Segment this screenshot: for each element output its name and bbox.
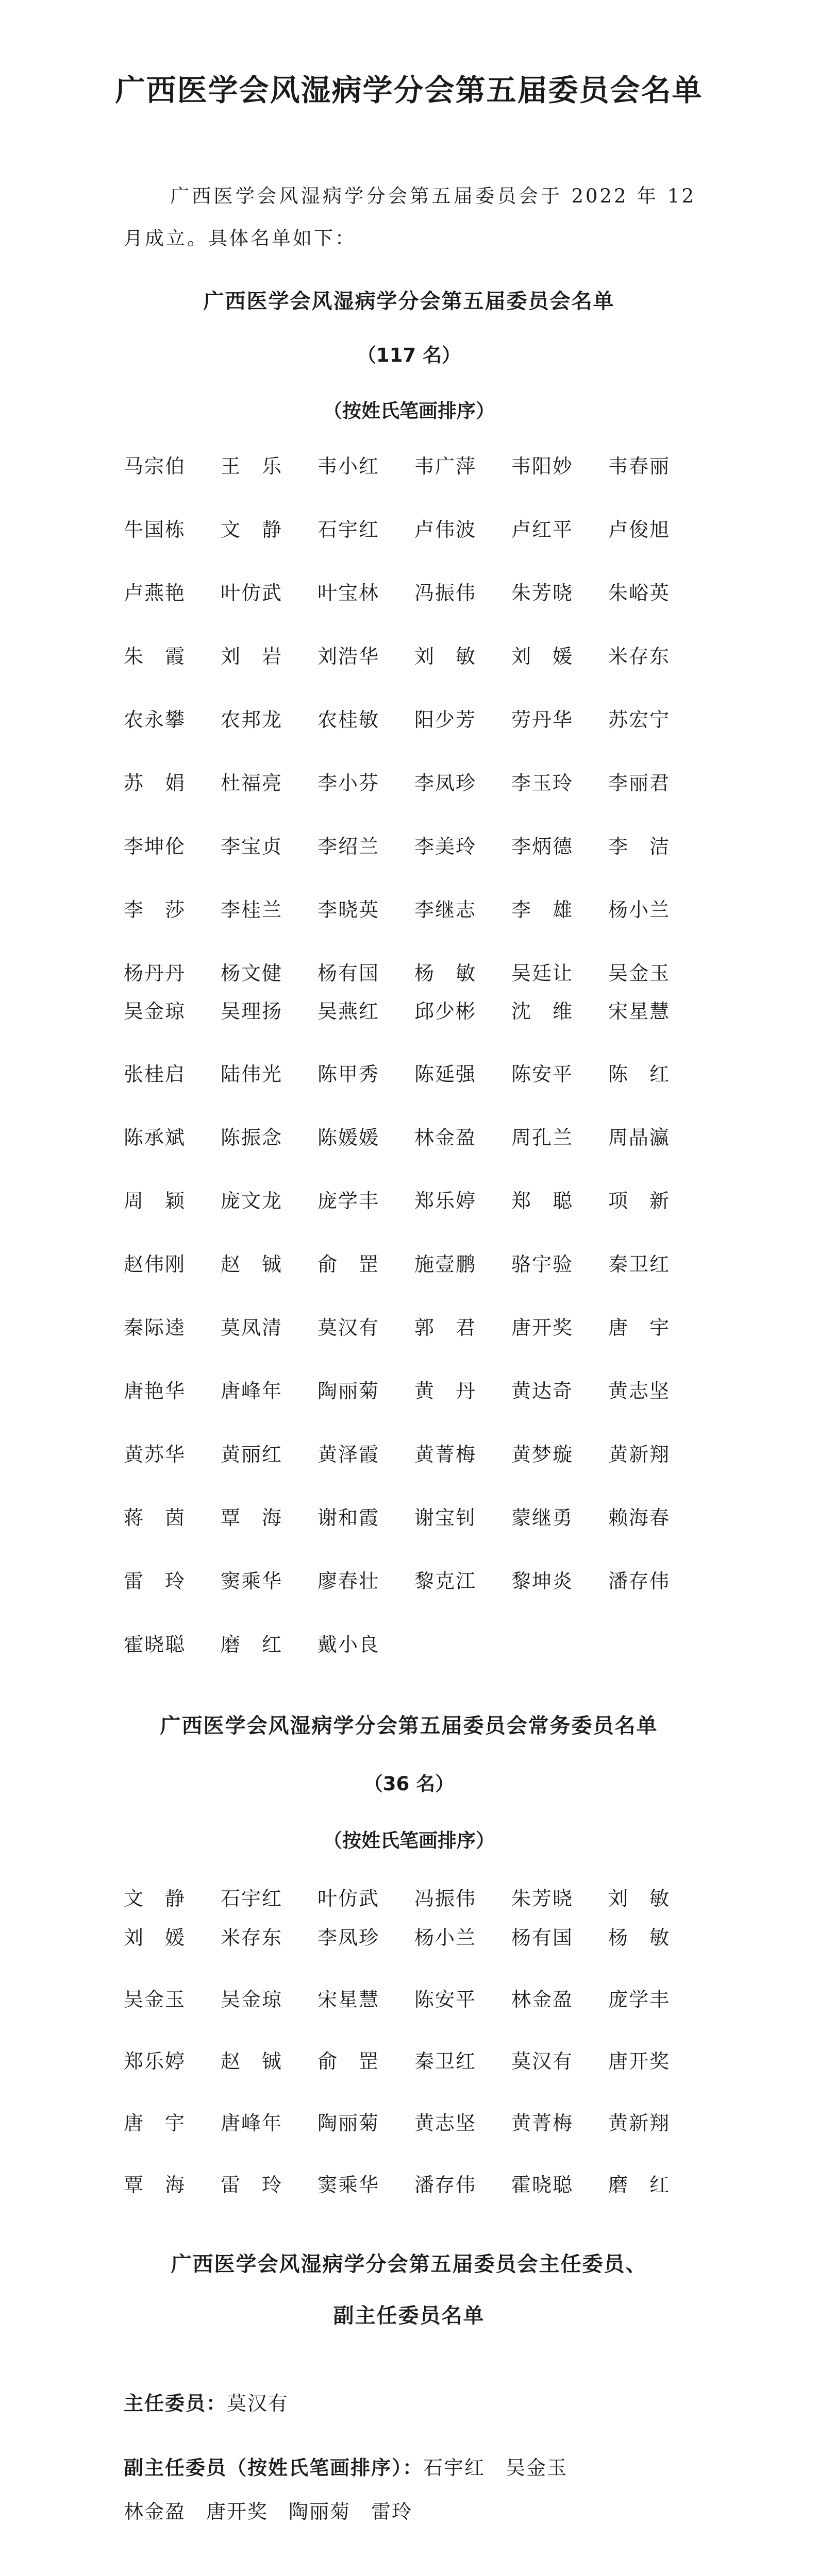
- member-name: 周 颖: [124, 1190, 186, 1212]
- member-name: 李凤珍: [414, 772, 477, 794]
- member-name: 农桂敏: [318, 708, 380, 731]
- member-name: 黄泽霞: [318, 1443, 380, 1466]
- member-name: 吴理扬: [221, 1000, 283, 1023]
- member-name: 谢和霞: [318, 1506, 380, 1529]
- member-name: 杨有国: [318, 962, 380, 985]
- member-name: 吴金玉: [608, 962, 671, 985]
- member-name: 覃 海: [124, 2174, 186, 2196]
- member-name: 张桂启: [124, 1063, 186, 1086]
- member-name: 文 静: [221, 518, 283, 541]
- member-name: 杨文健: [221, 962, 283, 985]
- member-name: 韦广萍: [414, 455, 477, 478]
- member-name: 朱芳晓: [511, 582, 574, 604]
- member-name: 刘 敏: [414, 645, 477, 668]
- member-name: 农永攀: [124, 708, 186, 731]
- member-name: 郑乐婷: [414, 1190, 477, 1212]
- member-name: 韦春丽: [608, 455, 671, 478]
- member-name: 黄新翔: [608, 2112, 671, 2134]
- member-name: 吴金玉: [124, 1988, 186, 2011]
- member-name: 骆宇验: [511, 1253, 574, 1276]
- vice-chair-line: [124, 2452, 567, 2483]
- member-name: 李凤珍: [318, 1926, 380, 1949]
- member-name: 吴金琼: [124, 1000, 186, 1023]
- vice-chair-label: 副主任委员（按姓氏笔画排序）：: [124, 2456, 424, 2479]
- member-name: 杨小兰: [608, 899, 671, 921]
- member-name: 刘 岩: [221, 645, 283, 668]
- member-name: 邱少彬: [414, 1000, 477, 1023]
- committee-order-note: （按姓氏笔画排序）: [323, 400, 495, 422]
- member-name: 施壹鹏: [414, 1253, 477, 1276]
- member-name: 雷 玲: [221, 2174, 283, 2196]
- member-name: 陈安平: [511, 1063, 574, 1086]
- member-name: 卢红平: [511, 518, 574, 541]
- member-name: 吴廷让: [511, 962, 574, 985]
- member-name: 陈媛媛: [318, 1126, 380, 1149]
- member-name: 黄新翔: [608, 1443, 671, 1466]
- member-name: 米存东: [608, 645, 671, 668]
- member-name: 黄志坚: [608, 1380, 671, 1402]
- member-name: 杨丹丹: [124, 962, 186, 985]
- member-name: 韦小红: [318, 455, 380, 478]
- member-name: 叶宝林: [318, 582, 380, 604]
- member-name: 石宇红: [221, 1887, 283, 1910]
- member-name: 杨小兰: [414, 1926, 477, 1949]
- member-name: 赵伟刚: [124, 1253, 186, 1276]
- member-name: 王 乐: [221, 455, 283, 478]
- member-name: 俞 罡: [318, 2050, 380, 2073]
- member-name: 沈 维: [511, 1000, 574, 1023]
- member-name: 刘浩华: [318, 645, 380, 668]
- member-name: 李坤伦: [124, 835, 186, 858]
- member-name: 蒙继勇: [511, 1506, 574, 1529]
- member-name: 秦际逵: [124, 1316, 186, 1339]
- committee-count: （117 名）: [357, 344, 461, 366]
- member-name: 窦乘华: [221, 1570, 283, 1592]
- member-name: 霍晓聪: [511, 2174, 574, 2196]
- member-name: 陶丽菊: [318, 2112, 380, 2134]
- member-name: 吴燕红: [318, 1000, 380, 1023]
- member-name: 李丽君: [608, 772, 671, 794]
- member-name: 窦乘华: [318, 2174, 380, 2196]
- vice-chair-names-2: 林金盈 唐开奖 陶丽菊 雷玲: [124, 2500, 413, 2523]
- member-name: 吴金琼: [221, 1988, 283, 2011]
- member-name: 朱芳晓: [511, 1887, 574, 1910]
- member-name: 冯振伟: [414, 1887, 477, 1910]
- member-name: 黄志坚: [414, 2112, 477, 2134]
- member-name: 宋星慧: [608, 1000, 671, 1023]
- member-name: 牛国栋: [124, 518, 186, 541]
- member-name: 秦卫红: [608, 1253, 671, 1276]
- intro-paragraph: 广西医学会风湿病学分会第五届委员会于 2022 年 12 月成立。具体名单如下：: [124, 185, 696, 249]
- member-name: 黎坤炎: [511, 1570, 574, 1592]
- standing-count: （36 名）: [363, 1773, 455, 1795]
- member-name: 李小芬: [318, 772, 380, 794]
- member-name: 冯振伟: [414, 582, 477, 604]
- member-name: 卢俊旭: [608, 518, 671, 541]
- member-name: 陈 红: [608, 1063, 671, 1086]
- member-name: 霍晓聪: [124, 1633, 186, 1656]
- committee-title: 广西医学会风湿病学分会第五届委员会名单: [203, 290, 615, 313]
- member-name: 宋星慧: [318, 1988, 380, 2011]
- member-name: 谢宝钊: [414, 1506, 477, 1529]
- chair-line: [124, 2388, 289, 2419]
- member-name: 莫凤清: [221, 1316, 283, 1339]
- member-name: 卢伟波: [414, 518, 477, 541]
- member-name: 石宇红: [318, 518, 380, 541]
- member-name: 林金盈: [511, 1988, 574, 2011]
- member-name: 俞 罡: [318, 1253, 380, 1276]
- member-name: 赵 铖: [221, 2050, 283, 2073]
- member-name: 李晓英: [318, 899, 380, 921]
- member-name: 郭 君: [414, 1316, 477, 1339]
- member-name: 朱峪英: [608, 582, 671, 604]
- member-name: 苏 娟: [124, 772, 186, 794]
- member-name: 陶丽菊: [318, 1380, 380, 1402]
- member-name: 黄菁梅: [511, 2112, 574, 2134]
- member-name: 刘 媛: [124, 1926, 186, 1949]
- member-name: 庞文龙: [221, 1190, 283, 1212]
- chair-label: 主任委员：: [124, 2392, 227, 2415]
- member-name: 卢燕艳: [124, 582, 186, 604]
- member-name: 叶仿武: [318, 1887, 380, 1910]
- member-name: 叶仿武: [221, 582, 283, 604]
- member-name: 李美玲: [414, 835, 477, 858]
- member-name: 郑 聪: [511, 1190, 574, 1212]
- member-name: 陈承斌: [124, 1126, 186, 1149]
- member-name: 陈延强: [414, 1063, 477, 1086]
- member-name: 朱 霞: [124, 645, 186, 668]
- member-name: 周孔兰: [511, 1126, 574, 1149]
- member-name: 黄苏华: [124, 1443, 186, 1466]
- member-name: 李 雄: [511, 899, 574, 921]
- member-name: 刘 媛: [511, 645, 574, 668]
- member-name: 杨 敏: [414, 962, 477, 985]
- member-name: 雷 玲: [124, 1570, 186, 1592]
- member-name: 农邦龙: [221, 708, 283, 731]
- member-name: 阳少芳: [414, 708, 477, 731]
- member-name: 黄丽红: [221, 1443, 283, 1466]
- member-name: 黄达奇: [511, 1380, 574, 1402]
- member-name: 黄菁梅: [414, 1443, 477, 1466]
- standing-order-note: （按姓氏笔画排序）: [323, 1829, 495, 1852]
- member-name: 劳丹华: [511, 708, 574, 731]
- member-name: 赖海春: [608, 1506, 671, 1529]
- member-name: 李绍兰: [318, 835, 380, 858]
- leaders-title-line2: 副主任委员名单: [333, 2304, 485, 2328]
- member-name: 潘存伟: [608, 1570, 671, 1592]
- member-name: 黄梦璇: [511, 1443, 574, 1466]
- member-name: 李宝贞: [221, 835, 283, 858]
- member-name: 杨 敏: [608, 1926, 671, 1949]
- member-name: 马宗伯: [124, 455, 186, 478]
- member-name: 李继志: [414, 899, 477, 921]
- member-name: 周晶瀛: [608, 1126, 671, 1149]
- chair-name: 莫汉有: [227, 2392, 289, 2415]
- member-name: 唐 宇: [608, 1316, 671, 1339]
- member-name: 庞学丰: [318, 1190, 380, 1212]
- member-name: 李 洁: [608, 835, 671, 858]
- member-name: 米存东: [221, 1926, 283, 1949]
- member-name: 苏宏宁: [608, 708, 671, 731]
- leaders-title-line1: 广西医学会风湿病学分会第五届委员会主任委员、: [171, 2252, 647, 2276]
- member-name: 潘存伟: [414, 2174, 477, 2196]
- member-name: 杨有国: [511, 1926, 574, 1949]
- member-name: 刘 敏: [608, 1887, 671, 1910]
- member-name: 李玉玲: [511, 772, 574, 794]
- vice-chair-line-2: [124, 2496, 412, 2527]
- member-name: 林金盈: [414, 1126, 477, 1149]
- member-name: 李炳德: [511, 835, 574, 858]
- member-name: 唐峰年: [221, 2112, 283, 2134]
- member-name: 覃 海: [221, 1506, 283, 1529]
- member-name: 廖春壮: [318, 1570, 380, 1592]
- member-name: 磨 红: [608, 2174, 671, 2196]
- member-name: 莫汉有: [511, 2050, 574, 2073]
- vice-chair-names-1: 石宇红 吴金玉: [423, 2456, 568, 2479]
- member-name: 韦阳妙: [511, 455, 574, 478]
- member-name: 唐开奖: [608, 2050, 671, 2073]
- member-name: 戴小良: [318, 1633, 380, 1656]
- member-name: 磨 红: [221, 1633, 283, 1656]
- member-name: 文 静: [124, 1887, 186, 1910]
- member-name: 黄 丹: [414, 1380, 477, 1402]
- member-name: 陈振念: [221, 1126, 283, 1149]
- member-name: 唐峰年: [221, 1380, 283, 1402]
- member-name: 秦卫红: [414, 2050, 477, 2073]
- member-name: 李桂兰: [221, 899, 283, 921]
- member-name: 蒋 茵: [124, 1506, 186, 1529]
- member-name: 陈安平: [414, 1988, 477, 2011]
- member-name: 庞学丰: [608, 1988, 671, 2011]
- member-name: 杜福亮: [221, 772, 283, 794]
- member-name: 唐艳华: [124, 1380, 186, 1402]
- member-name: 黎克江: [414, 1570, 477, 1592]
- member-name: 李 莎: [124, 899, 186, 921]
- member-name: 陆伟光: [221, 1063, 283, 1086]
- standing-title: 广西医学会风湿病学分会第五届委员会常务委员名单: [160, 1714, 658, 1738]
- member-name: 郑乐婷: [124, 2050, 186, 2073]
- member-name: 唐 宇: [124, 2112, 186, 2134]
- member-name: 赵 铖: [221, 1253, 283, 1276]
- member-name: 陈甲秀: [318, 1063, 380, 1086]
- member-name: 莫汉有: [318, 1316, 380, 1339]
- document-title: 广西医学会风湿病学分会第五届委员会名单: [115, 73, 703, 108]
- member-name: 项 新: [608, 1190, 671, 1212]
- member-name: 唐开奖: [511, 1316, 574, 1339]
